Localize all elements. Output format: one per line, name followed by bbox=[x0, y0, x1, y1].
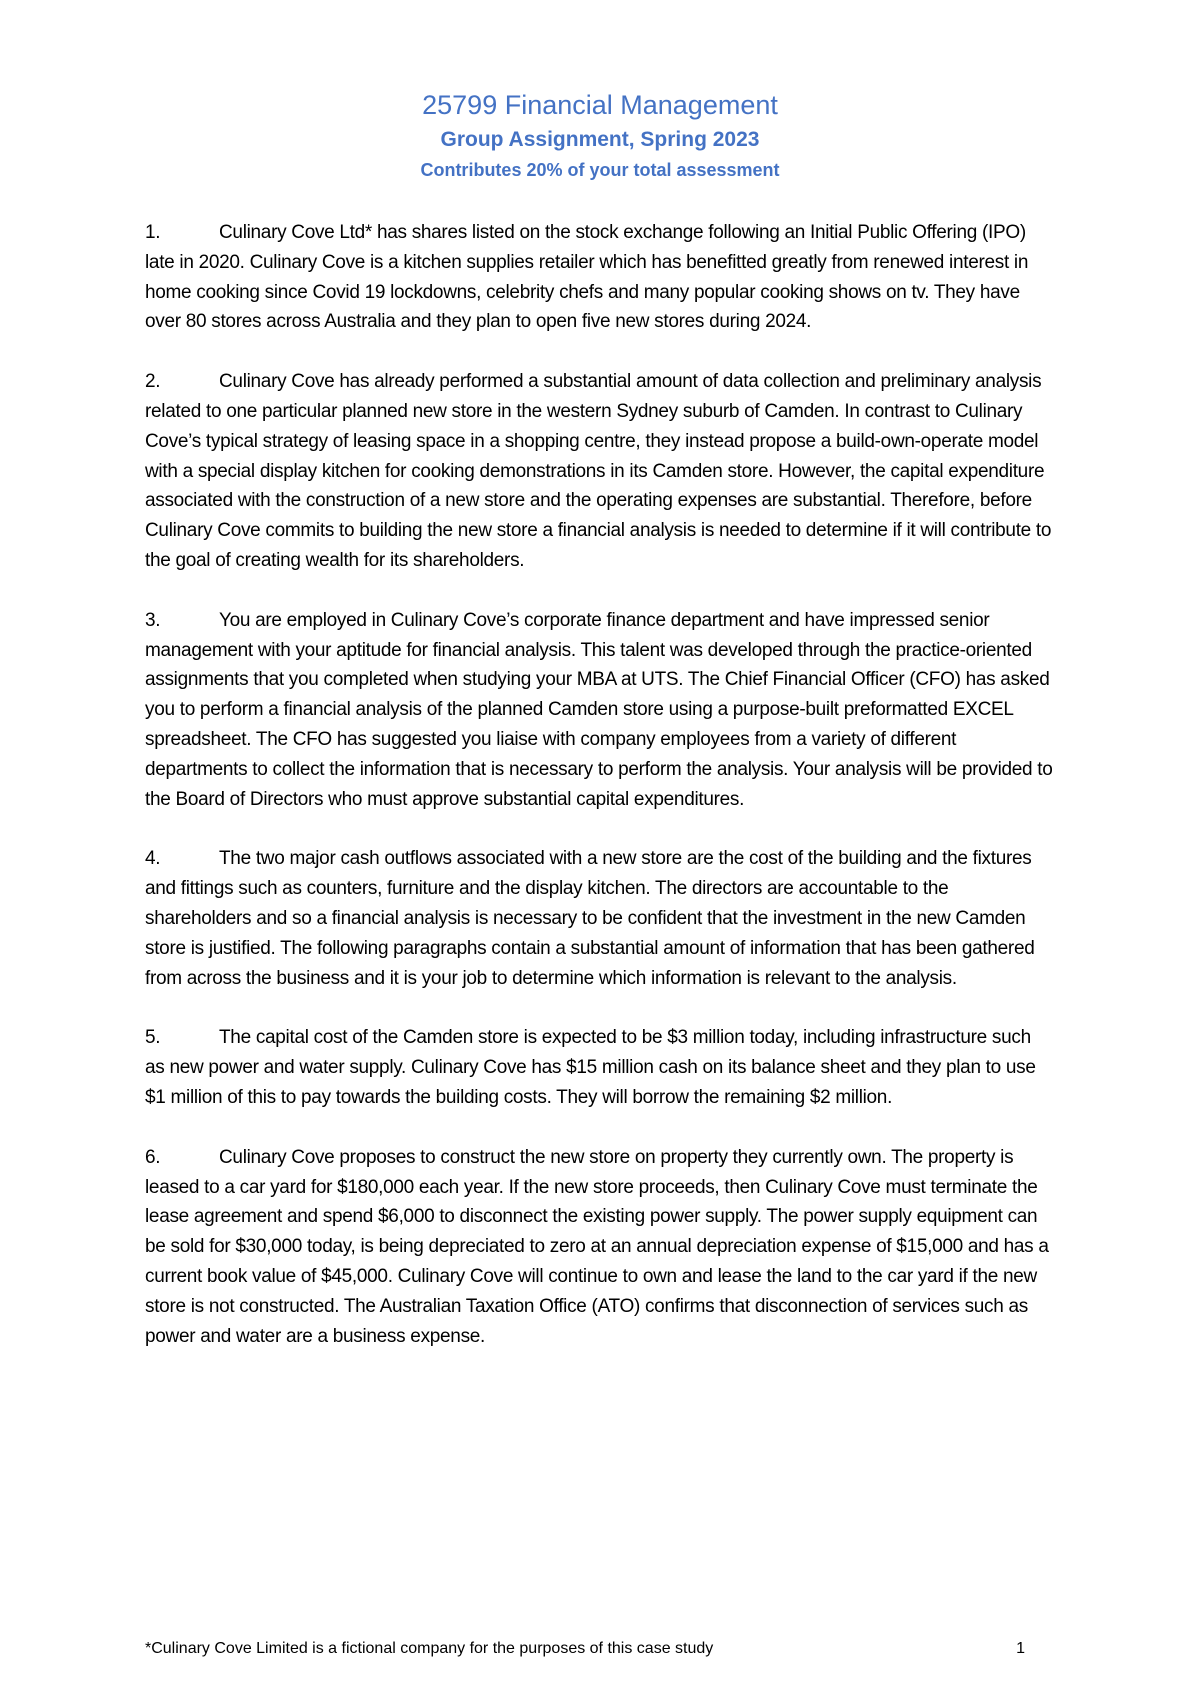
paragraph-number: 2. bbox=[145, 371, 161, 393]
paragraph-number: 5. bbox=[145, 1027, 161, 1049]
document-header bbox=[0, 86, 1200, 184]
assessment-weight-note: Contributes 20% of your total assessment bbox=[420, 160, 780, 180]
page-subtitle: Group Assignment, Spring 2023 bbox=[440, 128, 760, 151]
page-title: 25799 Financial Management bbox=[422, 90, 778, 120]
paragraph-number: 3. bbox=[145, 609, 161, 631]
paragraph-4 bbox=[145, 844, 1055, 993]
paragraph-text: You are employed in Culinary Cove’s corporate finance department and have impressed senior management with your aptitude for financial analysis. This talent was developed through the practice-oriented assignments that you completed when studying your MBA at UTS. The Chief Financial Officer (CFO) has asked you to perform a financial analysis of the planned Camden store using a purpose-built preformatted EXCEL spreadsheet. The CFO has suggested you liaise with company employees from a variety of different departments to collect the information that is necessary to perform the analysis. Your analysis will be provided to the Board of Directors who must approve substantial capital expenditures. bbox=[145, 609, 1053, 810]
paragraph-text: Culinary Cove proposes to construct the new store on property they currently own. The property is leased to a car yard for $180,000 each year. If the new store proceeds, then Culinary Cove must terminate the lease agreement and spend $6,000 to disconnect the existing power supply. The power supply equipment can be sold for $30,000 today, is being depreciated to zero at an annual depreciation expense of $15,000 and has a current book value of $45,000. Culinary Cove will continue to own and lease the land to the car yard if the new store is not constructed. The Australian Taxation Office (ATO) confirms that disconnection of services such as power and water are a business expense. bbox=[145, 1146, 1049, 1347]
paragraph-text: Culinary Cove Ltd* has shares listed on the stock exchange following an Initial Public Offering (IPO) late in 2020. Culinary Cove is a kitchen supplies retailer which has benefitted greatly from renewed interest in home cooking since Covid 19 lockdowns, celebrity chefs and many popular cooking shows on tv. They have over 80 stores across Australia and they plan to open five new stores during 2024. bbox=[145, 222, 1029, 333]
paragraph-number: 4. bbox=[145, 848, 161, 870]
paragraph-text: Culinary Cove has already performed a substantial amount of data collection and preliminary analysis related to one particular planned new store in the western Sydney suburb of Camden. In contrast to Culinary Cove’s typical strategy of leasing space in a shopping centre, they instead propose a build-own-operate model with a special display kitchen for cooking demonstrations in its Camden store. However, the capital expenditure associated with the construction of a new store and the operating expenses are substantial. Therefore, before Culinary Cove commits to building the new store a financial analysis is needed to determine if it will contribute to the goal of creating wealth for its shareholders. bbox=[145, 371, 1052, 571]
paragraph-5 bbox=[145, 1023, 1055, 1112]
paragraph-text: The two major cash outflows associated with a new store are the cost of the building and the fixtures and fittings such as counters, furniture and the display kitchen. The directors are accountable to the shareholders and so a financial analysis is necessary to be confident that the investment in the new Camden store is justified. The following paragraphs contain a substantial amount of information that has been gathered from across the business and it is your job to determine which information is relevant to the analysis. bbox=[145, 848, 1035, 989]
footnote: *Culinary Cove Limited is a fictional company for the purposes of this case study bbox=[145, 1640, 714, 1657]
paragraph-1 bbox=[145, 218, 1055, 337]
paragraph-number: 6. bbox=[145, 1146, 161, 1168]
paragraph-6 bbox=[145, 1143, 1055, 1352]
paragraph-2 bbox=[145, 367, 1055, 576]
paragraph-3 bbox=[145, 606, 1055, 815]
paragraph-text: The capital cost of the Camden store is expected to be $3 million today, including infrastructure such as new power and water supply. Culinary Cove has $15 million cash on its balance sheet and they plan to use $1 million of this to pay towards the building costs. They will borrow the remaining $2 million. bbox=[145, 1027, 1036, 1108]
page-number: 1 bbox=[1016, 1640, 1025, 1657]
paragraph-number: 1. bbox=[145, 222, 161, 243]
document-body bbox=[145, 218, 1055, 1381]
